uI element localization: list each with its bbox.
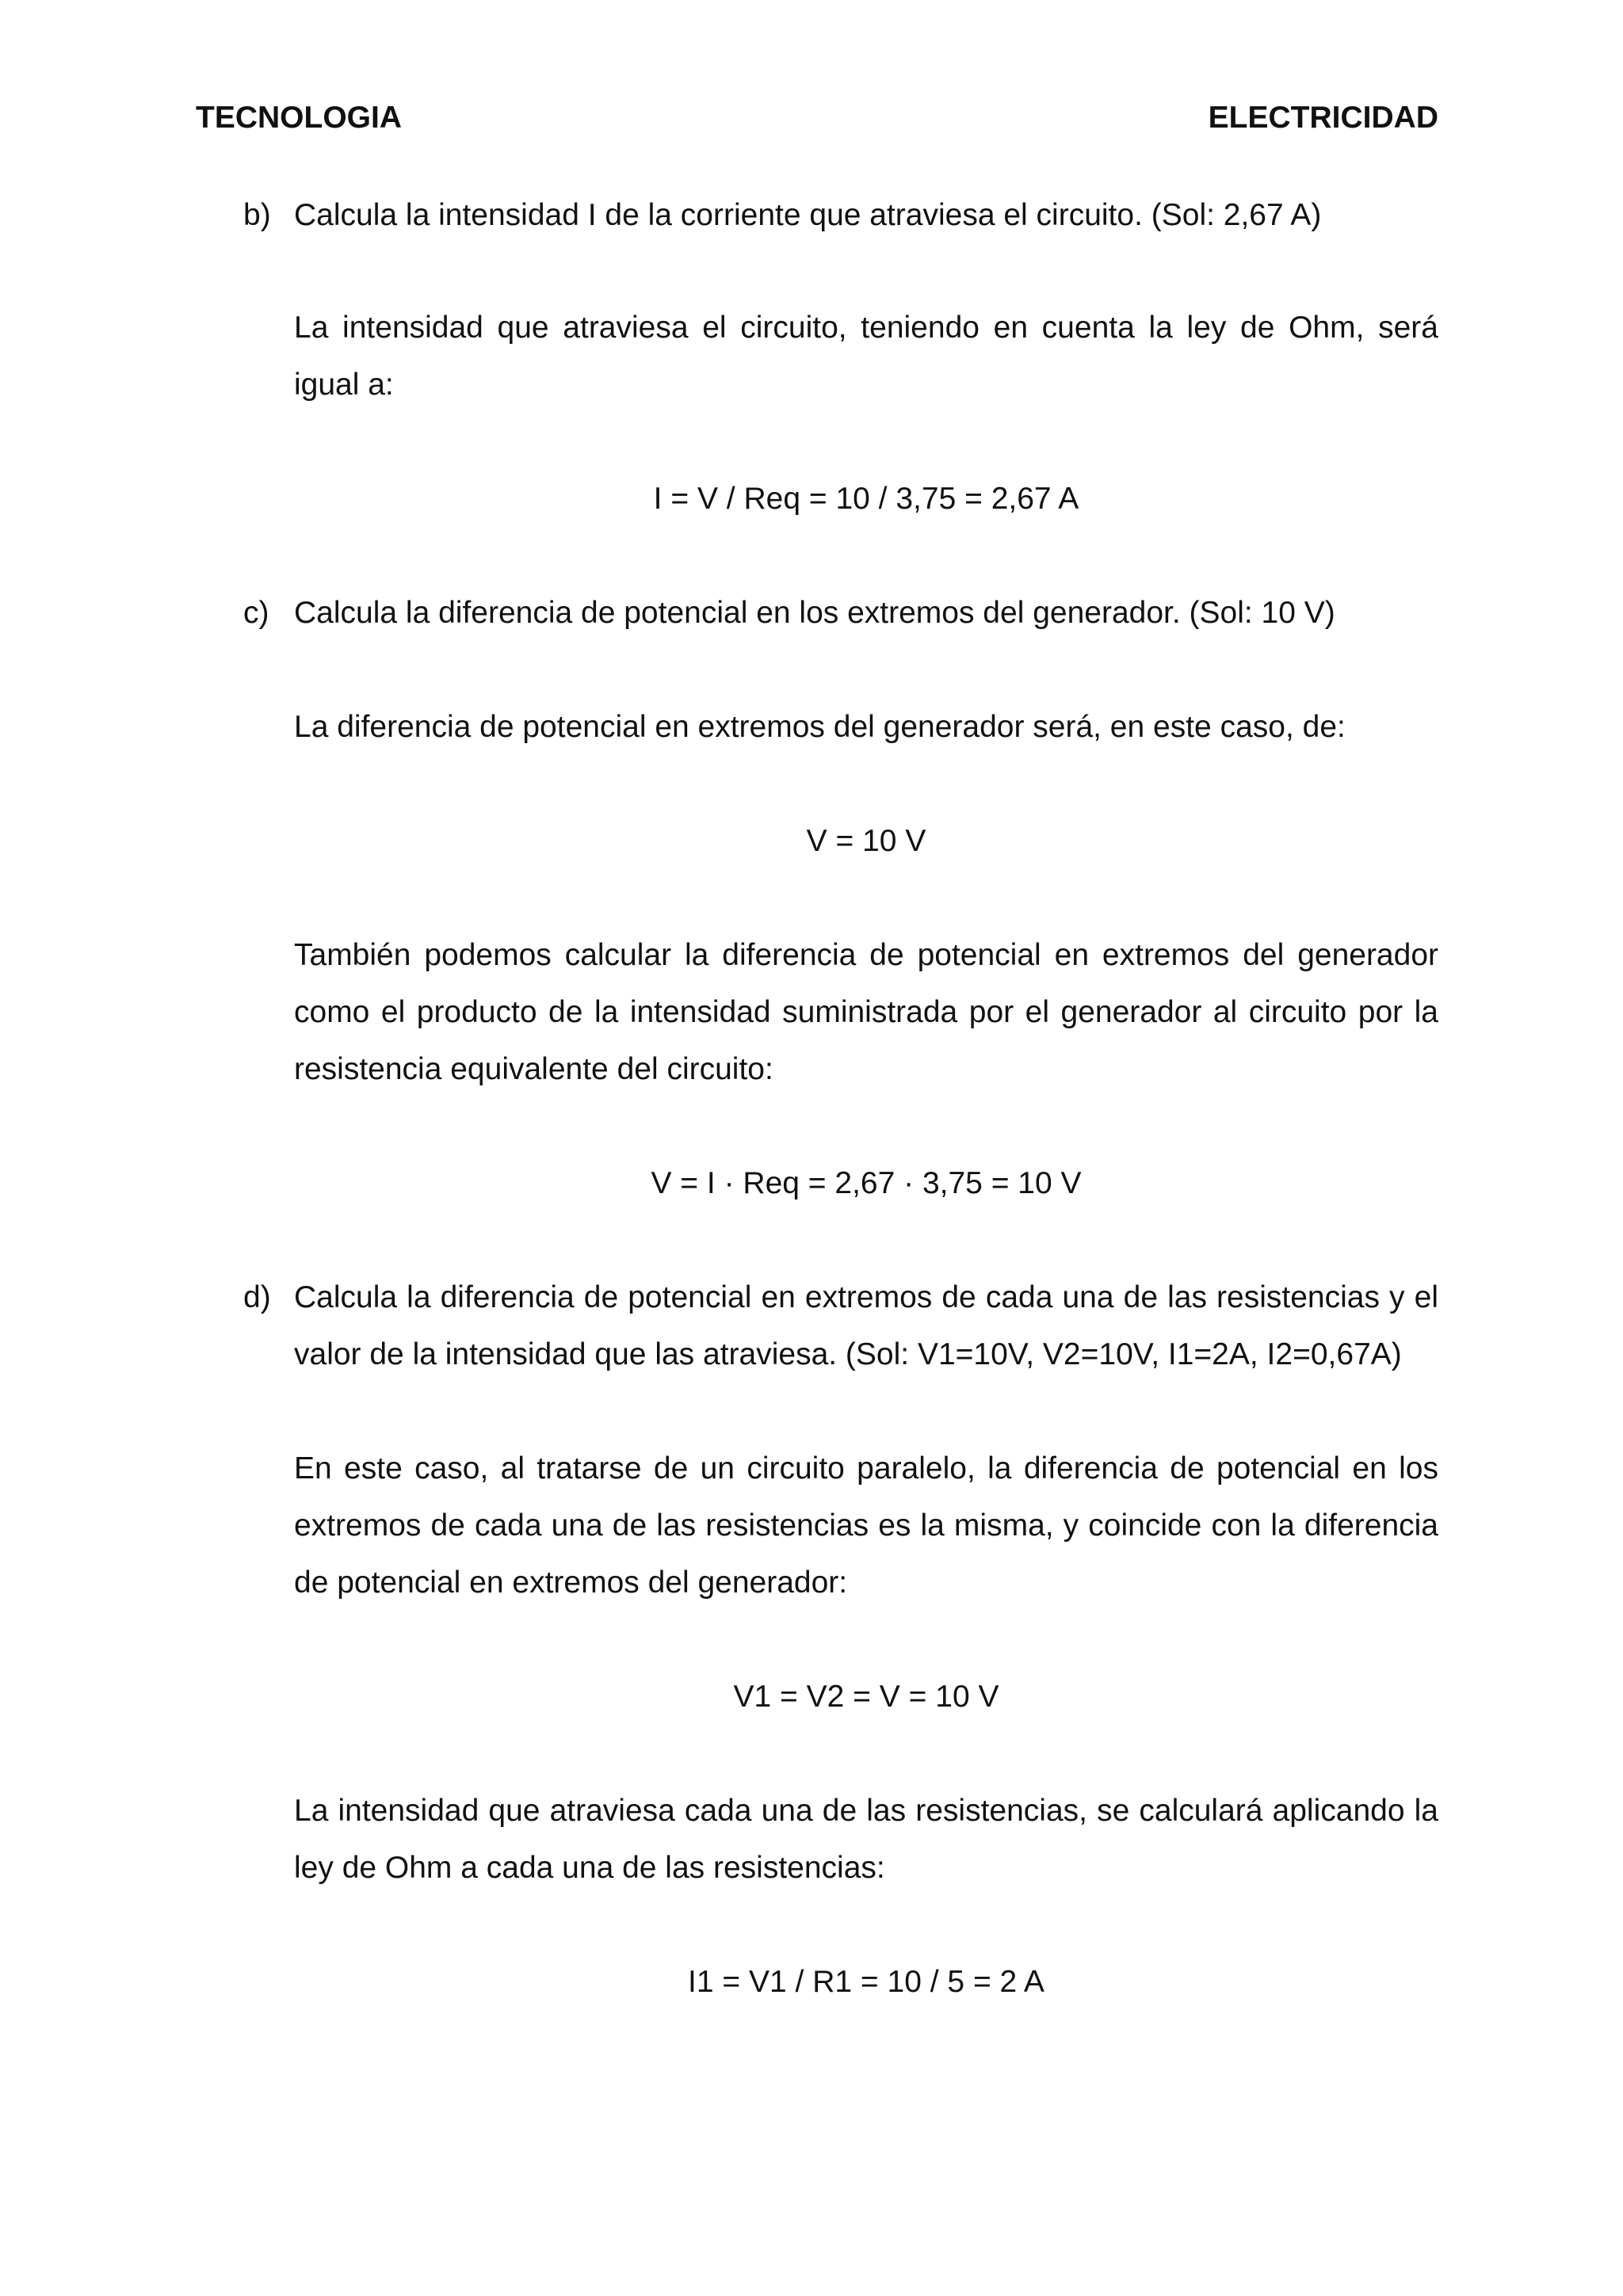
question-b-text: Calcula la intensidad I de la corriente que atraviesa el circuito. (Sol: 2,67 A) (294, 198, 1322, 232)
question-d (196, 1269, 1438, 1383)
question-b-marker: b) (243, 198, 271, 232)
question-c-marker: c) (243, 596, 269, 630)
header-topic: ELECTRICIDAD (1208, 101, 1438, 135)
question-b (196, 187, 1438, 244)
document-body (196, 187, 1438, 2011)
explanation-c-2: También podemos calcular la diferencia de potencial en extremos del generador como el producto de la intensidad suministrada por el generador al circuito por la resistencia equivalente del circuito: (294, 938, 1438, 1086)
formula-d-2: I1 = V1 / R1 = 10 / 5 = 2 A (688, 1965, 1044, 1999)
header-subject: TECNOLOGIA (196, 101, 402, 135)
question-c (196, 585, 1438, 642)
formula-c: V = 10 V (806, 824, 926, 858)
page-header (196, 98, 1438, 138)
formula-d: V1 = V2 = V = 10 V (733, 1680, 999, 1714)
question-d-marker: d) (243, 1280, 271, 1314)
explanation-b: La intensidad que atraviesa el circuito, teniendo en cuenta la ley de Ohm, será igual a: (294, 311, 1438, 402)
explanation-c: La diferencia de potencial en extremos del generador será, en este caso, de: (294, 710, 1346, 744)
question-d-text: Calcula la diferencia de potencial en extremos de cada una de las resistencias y el valor de la intensidad que las atraviesa. (Sol: V1=10V, V2=10V, I1=2A, I2=0,67A) (294, 1280, 1438, 1371)
explanation-d-2: La intensidad que atraviesa cada una de las resistencias, se calculará aplicando la ley de Ohm a cada una de las resistencias: (294, 1794, 1438, 1885)
formula-b: I = V / Req = 10 / 3,75 = 2,67 A (653, 482, 1079, 516)
formula-c-2: V = I · Req = 2,67 · 3,75 = 10 V (651, 1166, 1082, 1200)
explanation-d: En este caso, al tratarse de un circuito paralelo, la diferencia de potencial en los extremos de cada una de las resistencias es la misma, y coincide con la diferencia de potencial en extremos del generador: (294, 1451, 1438, 1600)
question-c-text: Calcula la diferencia de potencial en los extremos del generador. (Sol: 10 V) (294, 596, 1335, 630)
